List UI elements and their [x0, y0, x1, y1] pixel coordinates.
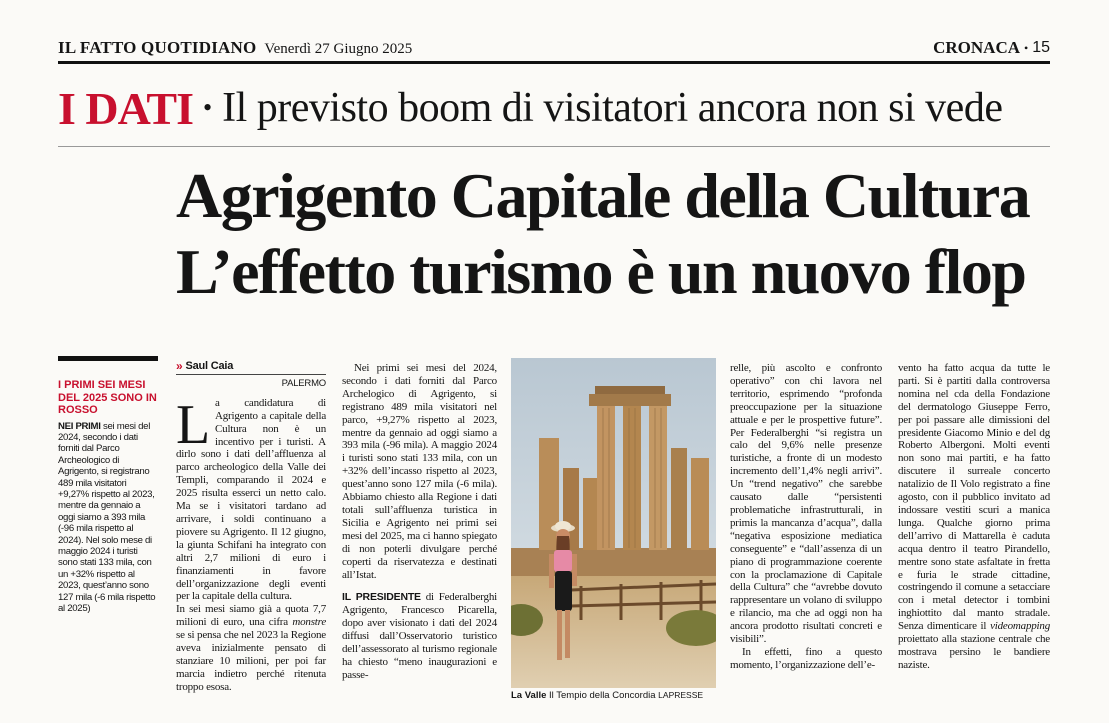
italic-term: monstre: [292, 616, 326, 629]
kicker-divider: [58, 146, 1050, 147]
kicker: [58, 80, 1050, 136]
masthead: [58, 36, 1050, 64]
article-column-1: [176, 360, 326, 694]
paragraph-lead: IL PRESIDENTE: [342, 591, 421, 604]
newspaper-name: IL FATTO QUOTIDIANO: [58, 38, 257, 57]
paragraph: [898, 362, 1050, 672]
headline-line-1: Agrigento Capitale della Cultura: [176, 160, 1030, 231]
article-column-3: [730, 362, 882, 672]
kicker-tag: I DATI: [58, 82, 194, 134]
italic-term: videomapping: [990, 620, 1050, 633]
sidebar-text: sei mesi del 2024, secondo i dati forniti dal Parco Archeologico di Agrigento, si registrano 489 mila visitatori +9,27% rispetto al 2023, mentre da gennaio a oggi siamo a 393 mila (-96 mila rispetto al 2024). Nel solo mese di maggio 2024 i turisti sono stati 133 mila, con un +32% rispetto al 2023, quest’anno sono 127 mila (-6 mila rispetto al 2025): [58, 420, 156, 614]
sidebar-title: I PRIMI SEI MESI DEL 2025 SONO IN ROSSO: [58, 379, 157, 416]
paragraph: [176, 603, 326, 693]
kicker-text: Il previsto boom di visitatori ancora non si vede: [222, 85, 1003, 131]
temple-of-concordia-image: [511, 358, 716, 688]
byline-marker: »: [176, 359, 183, 373]
separator-dot: •: [1024, 40, 1029, 55]
article-column-4: [898, 362, 1050, 672]
headline-line-2: L’effetto turismo è un nuovo flop: [176, 236, 1026, 307]
paragraph-text: vento ha fatto acqua da tutte le parti. Si è partiti dalla controversa nomina nel cda della Fondazione del dermatologo Giuseppe Ferro, per poi passare alle dimissioni del presidente Giacomo Minio e del dg Roberto Albergoni. Molti eventi non sono mai partiti, e ha fatto discutere il surreale concerto natalizio de Il Volo registrato a fine agosto, con il pubblico invitato ad indossare vestiti scuri a manica lunga. Qualche giorno prima dell’arrivo di Mattarella è caduta acqua dentro il teatro Pirandello, mentre sono state asfaltate in fretta e furia le strade cittadine, costringendo il comune a setacciare con i metal detector i tombini inghiottito dal manto stradale. Senza dimenticare il: [898, 362, 1050, 633]
paragraph-text: di Federalberghi Agrigento, Francesco Picarella, dopo aver visionato i dati del 2024 diffusi dall’Osservatorio turistico dell’assessorato al turismo regionale ha chiesto “meno inaugurazioni e passe-: [342, 591, 497, 681]
section-page: [933, 38, 1050, 58]
photo-caption: [511, 690, 731, 701]
paragraph-text: se si pensa che nel 2023 la Regione aveva inizialmente pensato di stanziare 10 milioni, per poi far marcia indietro perché ritenuta troppo esosa.: [176, 629, 326, 693]
section-name: CRONACA: [933, 38, 1020, 57]
photo-credit: LAPRESSE: [658, 690, 704, 700]
paragraph: [176, 393, 326, 604]
article-column-2: [342, 362, 497, 682]
paragraph-text: proiettato alla stazione centrale che mostrava persino le bandiere naziste.: [898, 633, 1050, 671]
drop-cap: L: [176, 393, 211, 456]
paragraph: In effetti, fino a questo momento, l’organizzazione dell’e-: [730, 645, 882, 671]
paragraph: relle, più ascolto e confronto operativo” con chi lavora nel territorio, esprimendo “profonda preoccupazione per la situazione attuale e per le prospettive future”. Per Federalberghi “si registra un calo del 9,6% nelle presenze turistiche, a fronte di un modesto incremento dell’1,4% negli arrivi”. Un “trend negativo” che sarebbe causato dalle “persistenti problematiche infrastrutturali, in primis la mancanza d’acqua”, dalla “negativa esposizione mediatica conseguente” e “dall’assenza di un piano di programmazione coerente con la proclamazione di Capitale della Cultura” che “avrebbe dovuto rappresentare un volano di sviluppo e rilancio, ma che ad oggi non ha ancora prodotto risultati concreti e visibili”.: [730, 362, 882, 646]
page-number: 15: [1032, 39, 1050, 56]
paragraph: Nei primi sei mesi del 2024, secondo i dati forniti dal Parco Archelogico di Agrigento, si registrano 489 mila visitatori nel parco, +9,27% rispetto al 2023, mentre da gennaio ad oggi siamo a 393 mila (-96 mila). A maggio 2024 i turisti sono stati 133 mila, con un +32% dell’incasso rispetto al 2023, quest’anno sono 127 mila (-6 mila). Abbiamo chiesto alla Regione i dati totali sull’affluenza turistica in Sicilia e Agrigento nei primi sei mesi del 2025, ma ci hanno spiegato di non poterli divulgare perché coperti da riservatezza e destinati all’Istat.: [342, 362, 497, 581]
kicker-bullet: •: [203, 93, 213, 122]
author-name: Saul Caia: [185, 360, 234, 372]
dateline: PALERMO: [281, 377, 326, 389]
headline: [176, 158, 1036, 310]
paragraph-text: a candidatura di Agrigento a capitale della Cultura non è un incentivo per i turisti. A dirlo sono i dati dell’affluenza al parco archeologico della Valle dei Templi, comparando il 2024 e 2025 risulta esserci un netto calo. Ma se i visitatori tardano ad arrivare, i soldi continuano a piovere su Agrigento. Il 12 giugno, la giunta Schifani ha integrato con altri 2,7 milioni di euro i finanziamenti in favore dell’organizzazione degli eventi per la capitale della cultura.: [176, 396, 326, 603]
issue-date: Venerdì 27 Giugno 2025: [264, 41, 413, 57]
sidebar-body: [58, 421, 158, 615]
paragraph-text: In sei mesi siamo già a quota 7,7 milioni di euro, una cifra: [176, 603, 326, 629]
sidebar-box: [58, 356, 158, 696]
sidebar-lead: NEI PRIMI: [58, 420, 101, 432]
caption-text: Il Tempio della Concordia: [546, 690, 656, 701]
temple-photo: [511, 358, 716, 688]
caption-lead: La Valle: [511, 690, 547, 701]
paragraph: [342, 591, 497, 681]
byline: [176, 360, 326, 375]
